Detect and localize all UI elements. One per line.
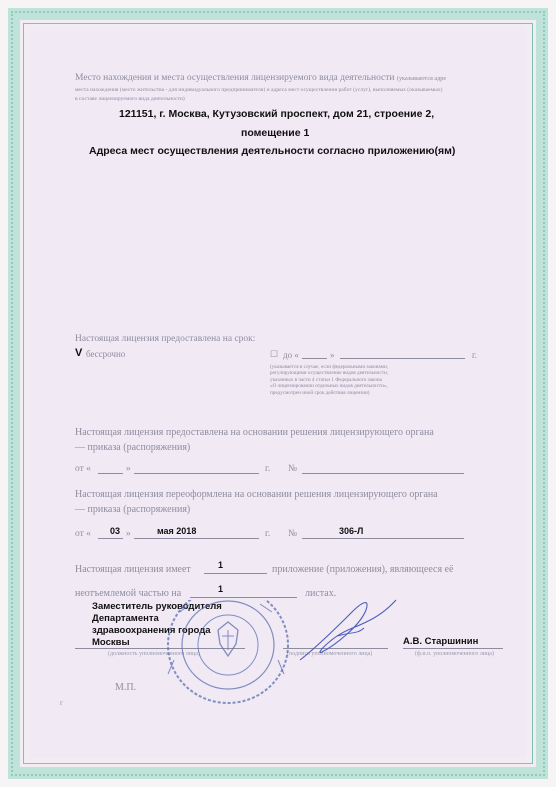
address-line3: Адреса мест осуществления деятельности согласно приложению(ям) [89,145,456,157]
header-line1-note: (указываются адре [396,75,447,82]
term-box: ☐ [270,349,279,359]
reissue-number: 306-Л [339,526,364,536]
address-line1: 121151, г. Москва, Кутузовский проспект, дом 21, строение 2, [119,108,435,120]
reissue-line2: — приказа (распоряжения) [75,504,191,515]
stamp-label: М.П. [115,682,137,693]
basis-from: от « [75,464,91,474]
term-check-mark: V [75,347,83,359]
term-note-line: регулирующими осуществление видов деятельности, [270,370,389,377]
term-month-line [340,358,465,359]
reissue-quote-close: » [126,529,131,539]
signatory-title-line: Заместитель руководителя [92,601,222,612]
basis-line2: — приказа (распоряжения) [75,442,191,453]
signatory-name: А.В. Старшинин [403,636,479,647]
signatory-title-line: здравоохранения города [92,625,211,636]
appendix-line1-a: Настоящая лицензия имеет [75,564,191,575]
caption-position: (должность уполномоченного лица) [108,651,200,657]
term-indefinite: бессрочно [86,349,126,359]
reissue-line1: Настоящая лицензия переоформлена на основании решения лицензирующего органа [75,489,438,500]
reissue-number-sign: № [288,529,298,539]
basis-number-line [302,473,464,474]
name-line [403,648,503,649]
term-note-line: предусмотрен иной срок действия лицензии) [270,389,370,396]
signatory-title-line: Москвы [92,637,130,648]
term-note-line: (указывается в случае, если федеральными законами, [270,364,389,370]
term-note-line: указанных в части 4 статьи 1 Федерального закона [270,376,382,383]
term-label: Настоящая лицензия предоставлена на срок: [75,334,256,344]
reissue-month-year: мая 2018 [157,526,197,536]
reissue-day-line [98,538,123,539]
reissue-from: от « [75,529,91,539]
handwritten-signature [292,592,402,667]
appendix-line2-a: неотъемлемой частью на [75,588,182,599]
term-note-line: «О лицензировании отдельных видов деятельности», [270,383,388,390]
caption-signature: (подпись уполномоченного лица) [287,651,373,657]
appendix-line2-b: листах. [305,588,337,599]
corner-mark: г [60,699,63,707]
reissue-number-line [302,538,464,539]
term-day-line [302,358,327,359]
reissue-day: 03 [110,526,121,536]
header-line3: в составе лицензируемого вида деятельности) [75,96,185,102]
basis-line1: Настоящая лицензия предоставлена на основании решения лицензирующего органа [75,427,434,438]
reissue-year-suffix: г. [265,529,271,539]
signatory-title-line: Департамента [92,613,159,624]
basis-quote-close: » [126,464,131,474]
header-line2: места нахождения (место жительства - для индивидуального предпринимателя) и адреса мест осуществления работ (услуг), выполняемых (оказываемых) [75,87,443,93]
term-year-suffix: г. [472,350,477,360]
term-note [270,364,388,396]
header-line1 [75,73,446,83]
appendix-count1: 1 [218,560,224,570]
term-until: до « [283,350,299,360]
basis-day-line [98,473,123,474]
appendix-line1-b: приложение (приложения), являющееся её [272,564,454,575]
appendix-count2-line [190,597,297,598]
appendix-count1-line [204,573,267,574]
basis-month-line [134,473,259,474]
caption-name: (ф.и.о. уполномоченного лица) [415,651,494,657]
basis-number-sign: № [288,464,298,474]
header-line1-main: Место нахождения и места осуществления лицензируемого вида деятельности [75,73,395,83]
official-seal-stamp [160,600,295,710]
address-line2: помещение 1 [241,127,310,139]
term-quote-close: » [330,350,335,360]
basis-year-suffix: г. [265,464,271,474]
reissue-month-line [134,538,259,539]
appendix-count2: 1 [218,584,224,594]
